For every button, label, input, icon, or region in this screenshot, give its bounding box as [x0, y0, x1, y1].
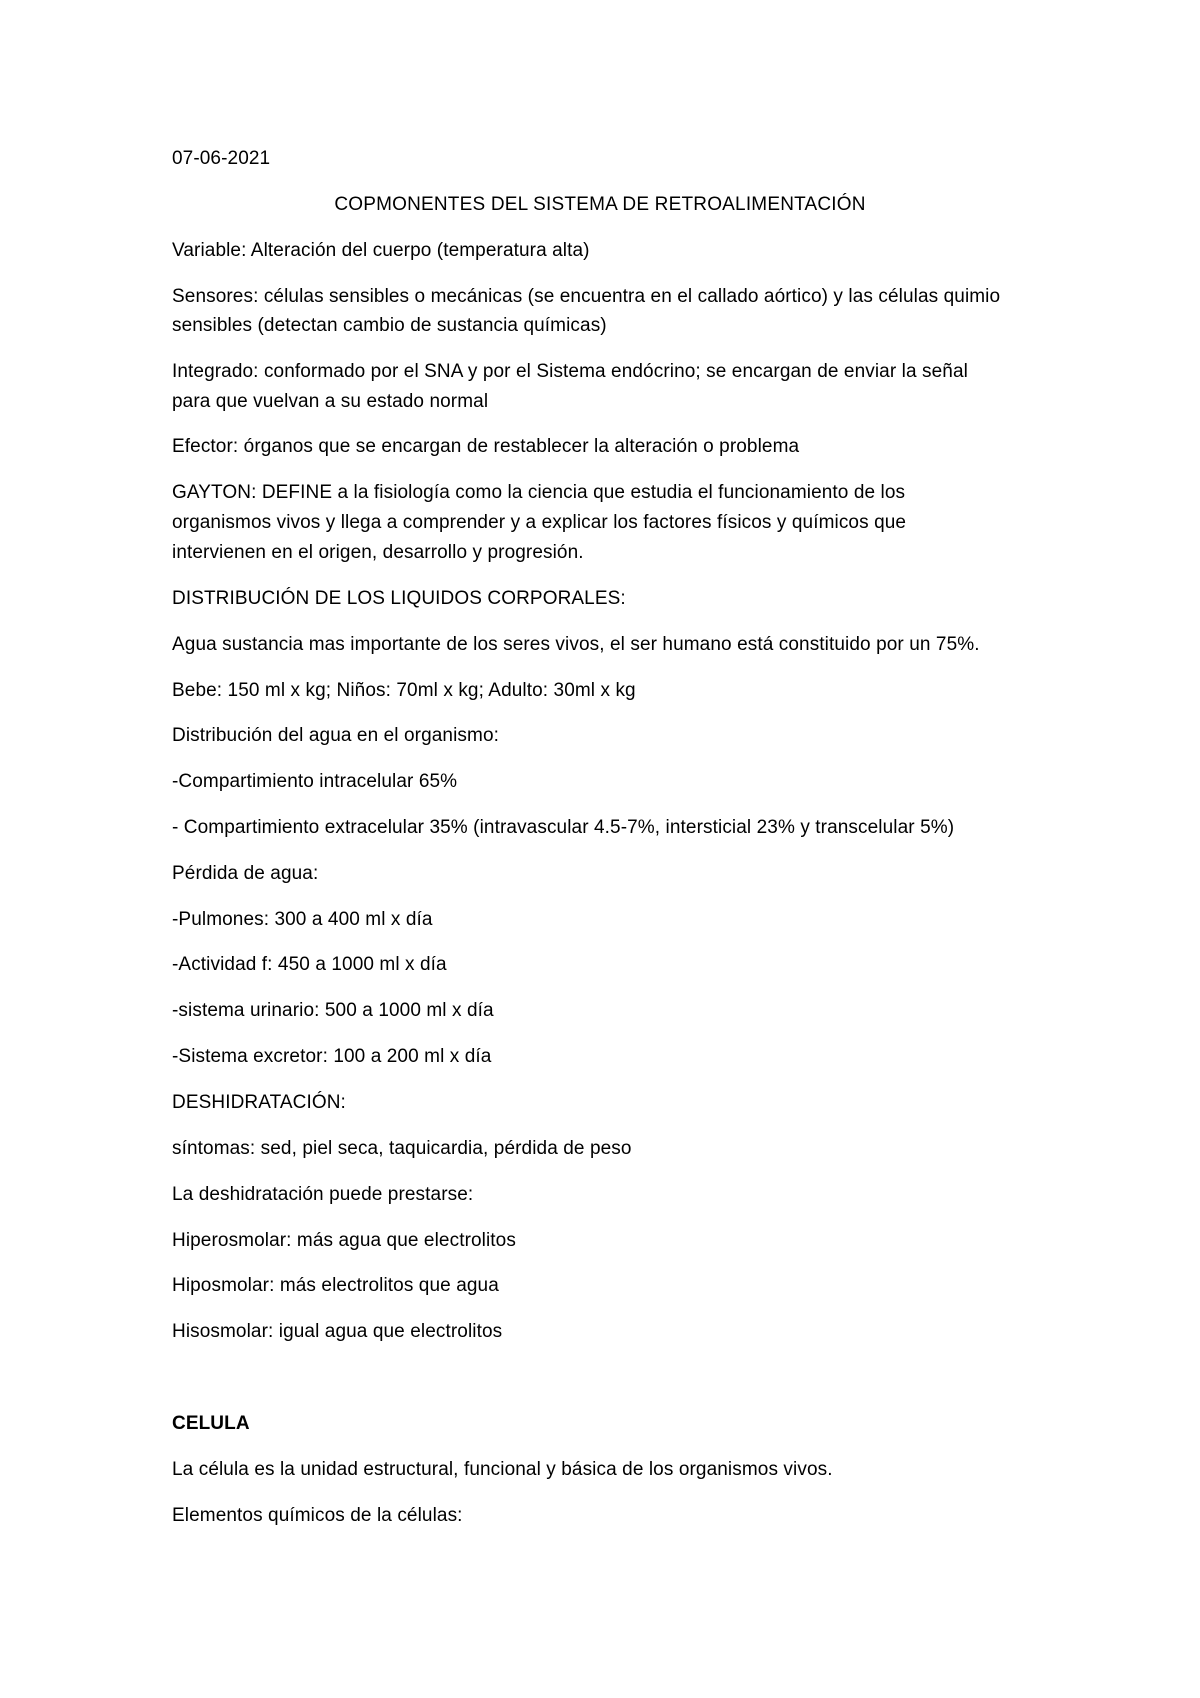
efector-line: Efector: órganos que se encargan de restablecer la alteración o problema — [172, 436, 800, 457]
gayton-line-2: organismos vivos y llega a comprender y a explicar los factores físicos y químicos que — [172, 512, 907, 533]
extracelular-line: - Compartimiento extracelular 35% (intravascular 4.5-7%, intersticial 23% y transcelular 5%) — [172, 817, 955, 838]
perdida-item: -sistema urinario: 500 a 1000 ml x día — [172, 1000, 494, 1021]
gayton-line-1: GAYTON: DEFINE a la fisiología como la ciencia que estudia el funcionamiento de los — [172, 482, 906, 503]
integrado-line-1: Integrado: conformado por el SNA y por el Sistema endócrino; se encargan de enviar la señal — [172, 361, 968, 382]
perdida-item: -Actividad f: 450 a 1000 ml x día — [172, 954, 447, 975]
agua-line: Agua sustancia mas importante de los seres vivos, el ser humano está constituido por un 75%. — [172, 634, 980, 655]
sensores-line-2: sensibles (detectan cambio de sustancia químicas) — [172, 315, 607, 336]
tipo-item: Hiposmolar: más electrolitos que agua — [172, 1275, 499, 1296]
tipo-item: Hiperosmolar: más agua que electrolitos — [172, 1230, 516, 1251]
perdida-item: -Sistema excretor: 100 a 200 ml x día — [172, 1046, 492, 1067]
distribucion-heading: DISTRIBUCIÓN DE LOS LIQUIDOS CORPORALES: — [172, 588, 626, 609]
sensores-line-1: Sensores: células sensibles o mecánicas (se encuentra en el callado aórtico) y las células quimio — [172, 286, 1001, 307]
tipo-item: Hisosmolar: igual agua que electrolitos — [172, 1321, 503, 1342]
sintomas-line: síntomas: sed, piel seca, taquicardia, pérdida de peso — [172, 1138, 632, 1159]
elementos-line: Elementos químicos de la células: — [172, 1505, 463, 1526]
variable-line: Variable: Alteración del cuerpo (temperatura alta) — [172, 240, 590, 261]
celula-heading: CELULA — [172, 1413, 250, 1434]
prestarse-line: La deshidratación puede prestarse: — [172, 1184, 474, 1205]
date: 07-06-2021 — [172, 148, 271, 169]
bebe-line: Bebe: 150 ml x kg; Niños: 70ml x kg; Adulto: 30ml x kg — [172, 680, 636, 701]
deshidratacion-heading: DESHIDRATACIÓN: — [172, 1092, 346, 1113]
intracelular-line: -Compartimiento intracelular 65% — [172, 771, 458, 792]
gayton-line-3: intervienen en el origen, desarrollo y progresión. — [172, 542, 584, 563]
perdida-heading: Pérdida de agua: — [172, 863, 319, 884]
distribucion-agua-line: Distribución del agua en el organismo: — [172, 725, 499, 746]
celula-definition: La célula es la unidad estructural, funcional y básica de los organismos vivos. — [172, 1459, 833, 1480]
perdida-item: -Pulmones: 300 a 400 ml x día — [172, 909, 433, 930]
page-title: COPMONENTES DEL SISTEMA DE RETROALIMENTACIÓN — [334, 194, 866, 215]
integrado-line-2: para que vuelvan a su estado normal — [172, 391, 489, 412]
